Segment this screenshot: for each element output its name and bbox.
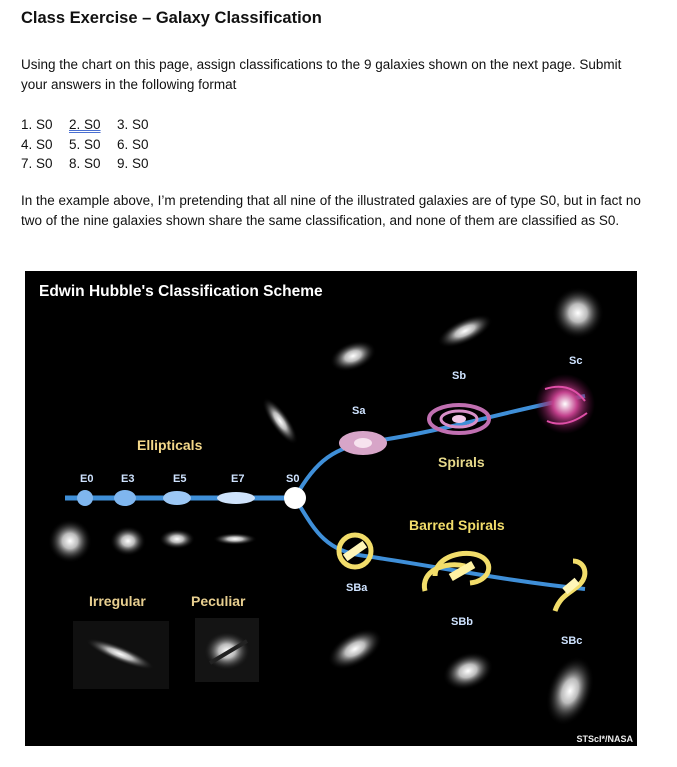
spirals-label: Spirals bbox=[438, 454, 485, 470]
answer-row bbox=[21, 154, 149, 174]
barred-spirals-label: Barred Spirals bbox=[409, 517, 505, 533]
sc-symbol bbox=[535, 374, 595, 434]
galaxy-photos bbox=[48, 287, 604, 732]
peculiar-label: Peculiar bbox=[191, 593, 246, 609]
answer-item: 9. S0 bbox=[117, 156, 149, 172]
irregular-label: Irregular bbox=[89, 593, 146, 609]
s0-symbol bbox=[284, 487, 306, 509]
type-label-e7: E7 bbox=[231, 473, 245, 485]
answer-item: 4. S0 bbox=[21, 136, 53, 152]
type-label-e0: E0 bbox=[80, 473, 94, 485]
type-label-sbb: SBb bbox=[451, 616, 473, 628]
answer-format bbox=[21, 115, 149, 174]
answer-item: 7. S0 bbox=[21, 156, 53, 172]
hubble-diagram bbox=[25, 271, 637, 746]
answer-item: 3. S0 bbox=[117, 117, 149, 132]
answer-item: 6. S0 bbox=[117, 136, 149, 152]
diagram-graphics bbox=[25, 271, 637, 746]
type-label-sb: Sb bbox=[452, 370, 467, 382]
ellipticals-label: Ellipticals bbox=[137, 437, 203, 453]
answer-item: 2. S0 bbox=[69, 117, 101, 132]
answer-item: 1. S0 bbox=[21, 117, 53, 132]
type-label-s0: S0 bbox=[286, 473, 300, 485]
type-label-sc: Sc bbox=[569, 355, 583, 367]
answer-item: 8. S0 bbox=[69, 156, 101, 172]
type-label-sba: SBa bbox=[346, 582, 368, 594]
type-label-e3: E3 bbox=[121, 473, 135, 485]
intro-paragraph: Using the chart on this page, assign classifications to the 9 galaxies shown on the next page. Submit your answers in the following format bbox=[21, 57, 622, 92]
e5-symbol bbox=[163, 491, 191, 505]
type-label-sa: Sa bbox=[352, 405, 366, 417]
barred-spiral-symbols bbox=[339, 535, 585, 611]
e0-symbol bbox=[77, 490, 93, 506]
e3-symbol bbox=[114, 490, 136, 506]
type-label-sbc: SBc bbox=[561, 635, 583, 647]
classification-track bbox=[65, 396, 585, 589]
answer-row bbox=[21, 135, 149, 155]
e7-symbol bbox=[217, 492, 255, 504]
spiral-symbols bbox=[339, 374, 595, 455]
image-credit: STScI*/NASA bbox=[576, 734, 633, 744]
page-title: Class Exercise – Galaxy Classification bbox=[21, 9, 322, 27]
answer-row bbox=[21, 115, 149, 135]
type-label-e5: E5 bbox=[173, 473, 187, 485]
answer-item: 5. S0 bbox=[69, 136, 101, 152]
note-paragraph: In the example above, I’m pretending that all nine of the illustrated galaxies are of type S0, but in fact no two of the nine galaxies shown share the same classification, and none of them are classified as S0. bbox=[21, 193, 641, 228]
figure-title: Edwin Hubble's Classification Scheme bbox=[39, 283, 323, 300]
